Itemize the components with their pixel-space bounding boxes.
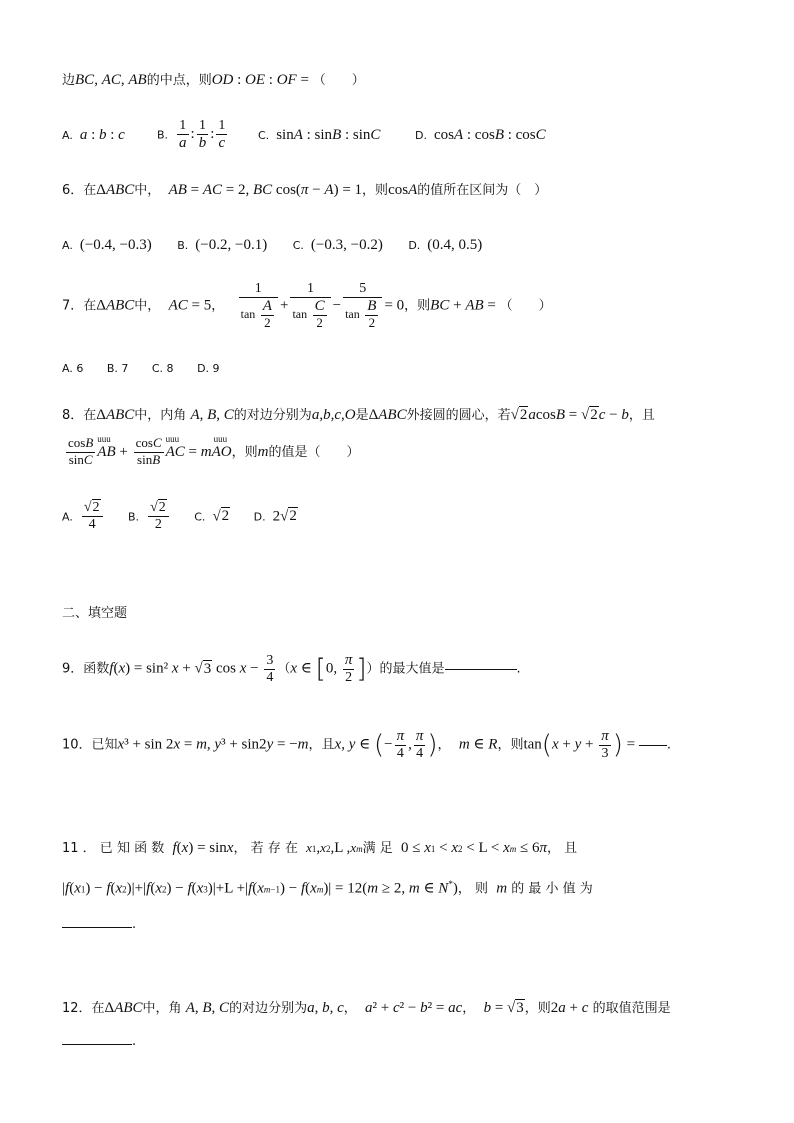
q7-option-b: B. 7 — [106, 362, 129, 375]
q5-continuation: 边BC, AC, AB的中点，则OD : OE : OF = （ ） — [62, 72, 365, 88]
q8-option-a: A. $\frac{√2}{4}$ — [62, 510, 105, 523]
question-10: 10．已知x³ + sin 2x = m, y³ + sin2y = −m，且x, y ∈ (− $\frac{\pi}{4}$ , $\frac{\pi}{4}$ )， m ∈ R，则tan(x + y + $\frac{\pi}{3}$ ) = . — [62, 728, 671, 762]
question-11-line-2: |f(x1) − f(x2)|+|f(x2) − f(x3)|+L +|f(xm−1) − f(xm)| = 12(m ≥ 2, m ∈ N*)， 则 m 的 最 小 值 为 — [62, 879, 593, 897]
question-9: 9．函数f(x) = sin² x + √3 cos x − $\frac{3}{4}$ （x ∈ [0, $\frac{\pi}{2}$ ]）的最大值是 . — [62, 652, 521, 686]
q6-option-d: D. (0.4, 0.5) — [408, 237, 483, 253]
q6-options — [62, 238, 482, 253]
question-8-line-1: 8．在ΔABC中，内角 A, B, C的对边分别为a,b,c,O是ΔABC外接圆的圆心，若√2acosB = √2c − b，且 — [62, 407, 655, 423]
q7-option-c: C. 8 — [151, 362, 174, 375]
q5-option-a: A. a : b : c — [62, 127, 125, 143]
q5-option-c: C. sinA : sinB : sinC — [258, 127, 381, 143]
question-11-line-3: . — [62, 918, 136, 931]
question-7: 7．在ΔABC中， AC = 5， 1 tan $\frac{A}{2}$ + 1 tan $\frac{C}{2}$ − 5 tan $\frac{B}{2}$ = 0，则BC + AB = （ ） — [62, 281, 552, 331]
question-12-line-1: 12．在ΔABC中，角 A, B, C的对边分别为a, b, c， a² + c² − b² = ac， b = √3，则2a + c 的取值范围是 — [62, 1000, 671, 1016]
q7-options — [62, 363, 220, 374]
question-8-line-2: $\frac{\cos B}{\sin C}$ uuu AB + $\frac{\cos C}{\sin B}$ uuu AC = m uuu AO，则m的值是（ ） — [68, 434, 360, 468]
question-12-line-2: . — [62, 1035, 136, 1048]
q8-option-b: B. $\frac{√2}{2}$ — [128, 510, 171, 523]
section-heading: 二、填空题 — [62, 606, 128, 621]
q8-option-d: D. 2√2 — [253, 508, 297, 525]
question-11-line-1: 11 ． 已 知 函 数 f(x) = sinx， 若 存 在 x1,x2,L ,xm满 足 0 ≤ x1 < x2 < L < xm ≤ 6π， 且 — [62, 840, 578, 856]
q5-option-b: B. $\frac{1}{a}$ : $\frac{1}{b}$ : $\frac{1}{c}$ — [157, 118, 226, 152]
q8-options — [62, 500, 298, 533]
question-6: 6．在ΔABC中， AB = AC = 2, BC cos(π − A) = 1，则cosA的值所在区间为（ ） — [62, 182, 548, 198]
q8-option-c: C. √2 — [194, 508, 230, 525]
q6-option-c: C. (−0.3, −0.2) — [292, 237, 383, 253]
q6-option-b: B. (−0.2, −0.1) — [177, 237, 268, 253]
q5-option-d: D. cosA : cosB : cosC — [415, 127, 546, 143]
q7-option-a: A. 6 — [62, 362, 84, 375]
q7-option-d: D. 9 — [197, 362, 220, 375]
q6-option-a: A. (−0.4, −0.3) — [62, 237, 152, 253]
